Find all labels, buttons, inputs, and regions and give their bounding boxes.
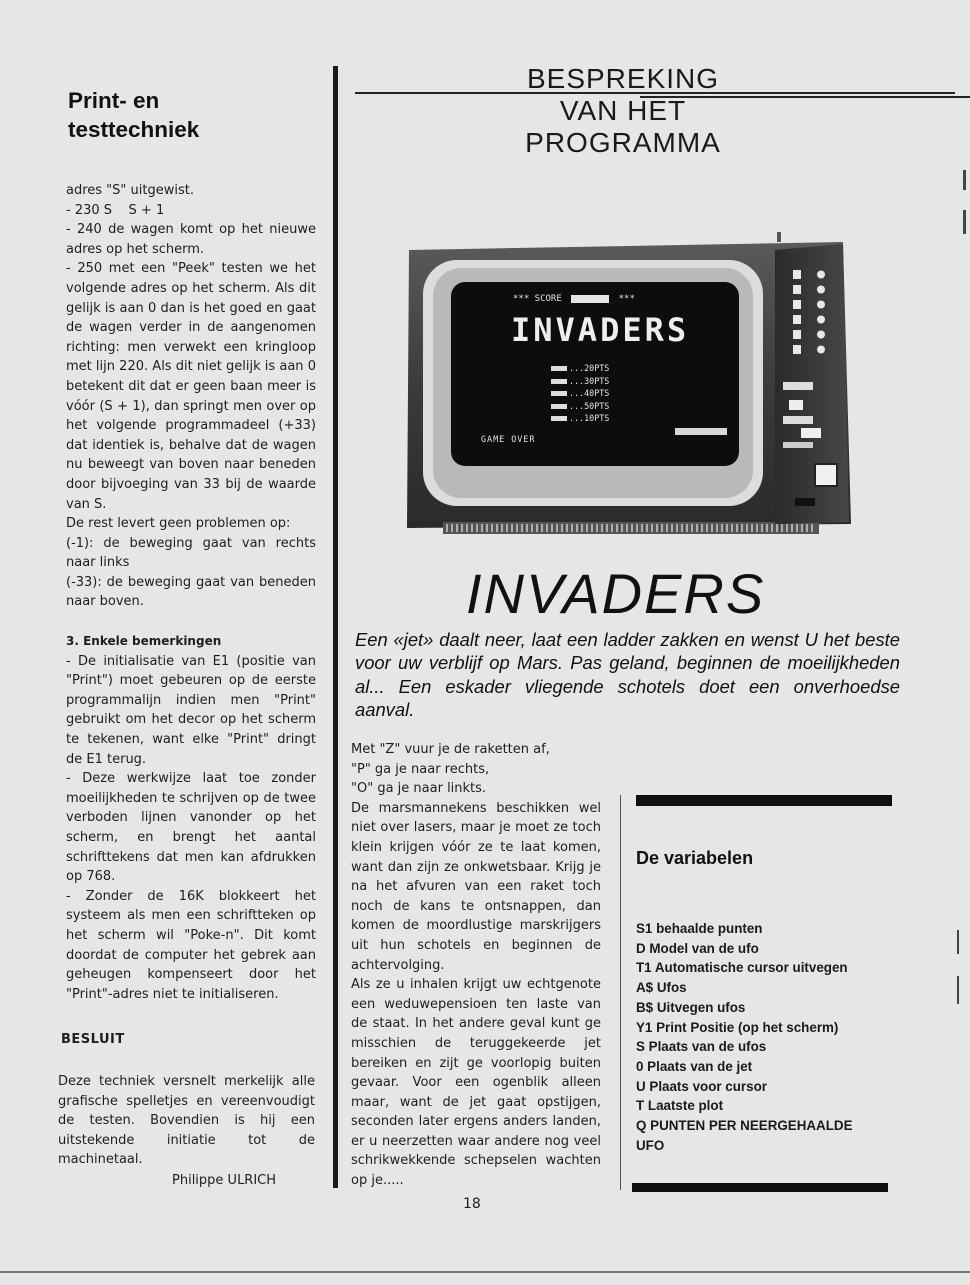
variable-item: Y1 Print Positie (op het scherm) bbox=[636, 1019, 839, 1035]
television-illustration bbox=[403, 232, 853, 542]
paragraph: - Zonder de 16K blokkeert het systeem als men een schriftteken op het scherm wil "Poke-n". Dit komt doordat de computer het gebrek aan geheugen kompenseert door het "Print"-adres niet te initialiseren. bbox=[66, 888, 316, 1002]
television-photo bbox=[403, 232, 853, 546]
tv-button bbox=[783, 442, 813, 448]
article-lead: Een «jet» daalt neer, laat een ladder zakken en wenst U het beste voor uw verblijf op Mars. Pas geland, beginnen de moeilijkheden al... Een eskader vliegende schotels doet een onverhoedse aanval. bbox=[355, 629, 900, 721]
screen-bar bbox=[675, 428, 727, 435]
variable-item: U Plaats voor cursor bbox=[636, 1078, 767, 1094]
besluit-heading: BESLUIT bbox=[61, 1032, 125, 1047]
paragraph: - Deze werkwijze laat toe zonder moeilijkheden te schrijven op de twee verboden lijnen vanonder op het scherm, en brengt het aantal schrifttekens dat men kan afdrukken op 768. bbox=[66, 771, 316, 885]
points-row: ...10PTS bbox=[551, 412, 609, 425]
left-heading-line1: Print- en bbox=[68, 88, 160, 113]
screen-score bbox=[513, 294, 635, 304]
edge-mark bbox=[957, 976, 959, 1004]
paragraph: De marsmannekens beschikken wel niet over lasers, maar je moet ze toch klein krijgen vóór ze te laat komen, want dan zijn ze onkwetsbaar. Krijg je na het afvuren van een raket toch noch de kans te ontsnappen, dan komen de moordlustige marskrijgers uit hun schotels en beginnen de achtervolging. bbox=[351, 800, 601, 973]
paragraph: - 240 de wagen komt op het nieuwe adres op het scherm. bbox=[66, 222, 316, 257]
score-label: *** SCORE bbox=[513, 294, 562, 304]
tv-button bbox=[789, 400, 803, 410]
variables-top-bar bbox=[636, 795, 892, 806]
author-signature: Philippe ULRICH bbox=[172, 1173, 277, 1188]
power-button bbox=[815, 464, 837, 486]
channel-knob bbox=[817, 286, 825, 294]
variable-item: A$ Ufos bbox=[636, 980, 687, 996]
column-divider bbox=[333, 66, 338, 1188]
tv-button bbox=[783, 382, 813, 390]
paragraph: De rest levert geen problemen op: bbox=[66, 516, 291, 532]
ufo-sprite-icon bbox=[551, 379, 567, 384]
channel-knob bbox=[817, 271, 825, 279]
variable-item: UFO bbox=[636, 1137, 665, 1153]
section-header-line1: BESPREKING bbox=[526, 63, 720, 94]
paragraph: (-1): de beweging gaat van rechts naar links bbox=[66, 535, 316, 571]
ufo-sprite-icon bbox=[551, 391, 567, 396]
variables-list bbox=[636, 919, 853, 1155]
left-heading bbox=[68, 86, 199, 144]
page-bottom-edge bbox=[0, 1271, 970, 1273]
paragraph: Als ze u inhalen krijgt uw echtgenote een weduwepensioen ten laste van de staat. In het andere geval kunt ge misschien de teruggekeerde jet bereiken en zijt ge voorlopig buiten gevaar. Voor een ogenblik alleen maar, want de jet gaat opstijgen, seconden later ergens anders landen, er u neerzetten waar andere nog veel schrikwekkende schepselen wachten op je..... bbox=[351, 977, 601, 1189]
variables-title: De variabelen bbox=[636, 848, 754, 868]
variable-item: T1 Automatische cursor uitvegen bbox=[636, 960, 848, 976]
edge-mark bbox=[963, 210, 966, 234]
section-header bbox=[500, 63, 746, 159]
variable-item: S Plaats van de ufos bbox=[636, 1039, 767, 1055]
channel-button bbox=[793, 330, 801, 339]
channel-button bbox=[793, 315, 801, 324]
points-row: ...50PTS bbox=[551, 400, 609, 413]
channel-knob bbox=[817, 316, 825, 324]
channel-knob bbox=[817, 331, 825, 339]
article-body bbox=[351, 740, 601, 1191]
control-line: Met "Z" vuur je de raketten af, bbox=[351, 742, 550, 757]
channel-button bbox=[793, 300, 801, 309]
ufo-sprite-icon bbox=[551, 416, 567, 421]
variable-item: Q PUNTEN PER NEERGEHAALDE bbox=[636, 1118, 853, 1134]
tv-slot bbox=[795, 498, 815, 506]
article-title: INVADERS bbox=[466, 562, 766, 625]
screen-game-over: GAME OVER bbox=[481, 434, 536, 444]
tv-button bbox=[801, 428, 821, 438]
left-heading-line2: testtechniek bbox=[68, 117, 200, 142]
screen-game-title: INVADERS bbox=[511, 311, 690, 349]
section-header-line2: VAN HET bbox=[559, 95, 687, 126]
variable-item: T Laatste plot bbox=[636, 1098, 724, 1114]
channel-button bbox=[793, 345, 801, 354]
channel-button bbox=[793, 270, 801, 279]
channel-button bbox=[793, 285, 801, 294]
variable-item: B$ Uitvegen ufos bbox=[636, 999, 746, 1015]
tv-button bbox=[783, 416, 813, 424]
edge-mark bbox=[957, 930, 959, 954]
points-row: ...40PTS bbox=[551, 387, 609, 400]
besluit-text: Deze techniek versnelt merkelijk alle grafische spelletjes en vereenvoudigt de testen. Bovendien is hij een uitstekende initiatie tot de machinetaal. bbox=[58, 1074, 315, 1168]
points-row: ...20PTS bbox=[551, 362, 609, 375]
screen-points-table bbox=[551, 362, 609, 425]
paragraph: - 250 met een "Peek" testen we het volgende adres op het scherm. Als dit gelijk is aan 0 dan is het goed en gaat de wagen verder in de aangenomen richting: men verwekt een kringloop met lijn 220. Als dit niet gelijk is aan 0 betekent dit dat er geen baan meer is vóór (S + 1), dan springt men over op het volgende programmadeel (+33) dat identiek is, behalve dat de wagen nu beweegt van boven naar beneden door bijvoeging van 33 bij de waarde van S. bbox=[66, 261, 316, 512]
channel-knob bbox=[817, 301, 825, 309]
paragraph: - De initialisatie van E1 (positie van "Print") moet gebeuren op de eerste programmalijn indien men "Print" gebruikt om het decor op het scherm te tekenen, want elke "Print" dringt de E1 terug. bbox=[66, 653, 316, 767]
score-suffix: *** bbox=[618, 294, 635, 304]
paragraph: - 230 S S + 1 bbox=[66, 202, 165, 218]
variable-item: 0 Plaats van de jet bbox=[636, 1058, 753, 1074]
paragraph: adres "S" uitgewist. bbox=[66, 183, 194, 198]
variable-item: S1 behaalde punten bbox=[636, 921, 763, 936]
ufo-sprite-icon bbox=[551, 366, 567, 371]
edge-mark bbox=[963, 170, 966, 190]
channel-knob bbox=[817, 346, 825, 354]
points-row: ...30PTS bbox=[551, 375, 609, 388]
variables-bottom-bar bbox=[632, 1183, 888, 1192]
section-heading: 3. Enkele bemerkingen bbox=[66, 634, 222, 649]
score-box bbox=[571, 295, 609, 303]
control-line: "P" ga je naar rechts, bbox=[351, 761, 490, 777]
left-column-text bbox=[66, 181, 316, 1004]
control-line: "O" ga je naar linkts. bbox=[351, 781, 487, 797]
section-header-line3: PROGRAMMA bbox=[525, 127, 721, 158]
ufo-sprite-icon bbox=[551, 404, 567, 409]
paragraph: (-33): de beweging gaat van beneden naar boven. bbox=[66, 574, 316, 610]
variable-item: D Model van de ufo bbox=[636, 940, 759, 956]
page-number: 18 bbox=[463, 1196, 481, 1212]
variables-left-rule bbox=[620, 795, 621, 1190]
